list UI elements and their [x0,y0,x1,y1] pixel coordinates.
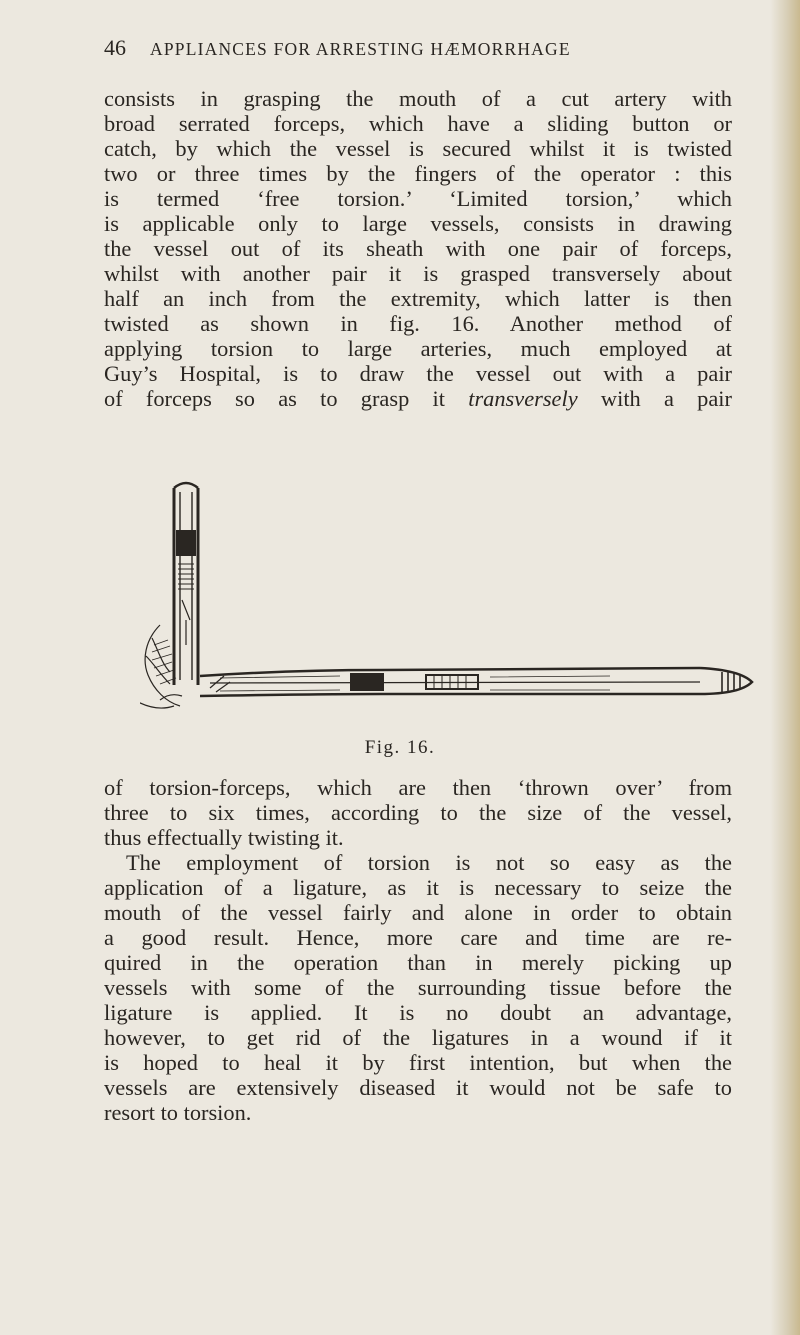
text-line: resort to torsion. [104,1100,252,1125]
torsion-forceps-illustration [140,470,780,720]
text-line: is hoped to heal it by first intention, but when the [104,1050,732,1075]
horizontal-forceps-shading [220,676,610,691]
paragraph-1 [104,86,732,411]
figure-16-illustration [140,470,780,720]
text-line: quired in the operation than in merely picking up [104,950,732,975]
text-line: a good result. Hence, more care and time are re- [104,925,732,950]
text-line: is termed ‘free torsion.’ ‘Limited torsion,’ which [104,186,732,211]
text-run: with a pair [577,386,732,411]
text-line: two or three times by the fingers of the operator : this [104,161,732,186]
text-line: whilst with another pair it is grasped transversely about [104,261,732,286]
text-line: The employment of torsion is not so easy as the [126,850,732,875]
vertical-forceps-top [174,483,198,488]
text-line: vessels are extensively diseased it would not be safe to [104,1075,732,1100]
text-run: of forceps so as to grasp it [104,386,469,411]
text-line: Guy’s Hospital, is to draw the vessel out with a pair [104,361,732,386]
page-number: 46 [104,35,126,60]
horizontal-forceps-inner-line [210,682,700,683]
text-line: mouth of the vessel fairly and alone in order to obtain [104,900,732,925]
text-line: broad serrated forceps, which have a sliding button or [104,111,732,136]
paragraph-3 [104,850,732,1125]
text-line: three to six times, according to the size of the vessel, [104,800,732,825]
horizontal-forceps-handle-end [700,668,752,694]
horizontal-forceps-catch [350,673,384,691]
paragraph-2 [104,775,732,850]
horizontal-forceps-lower-blade [200,694,700,696]
text-line: vessels with some of the surrounding tissue before the [104,975,732,1000]
vertical-forceps-inner-blade [180,492,192,680]
text-line: applying torsion to large arteries, much employed at [104,336,732,361]
vessel-end-sketch [140,676,230,708]
vertical-forceps-slide-catch [176,530,196,556]
text-line: twisted as shown in fig. 16. Another method of [104,311,732,336]
running-header [104,34,724,62]
text-line: application of a ligature, as it is necessary to seize the [104,875,732,900]
emphasized-word: transversely [468,386,578,411]
vertical-forceps-hinge-lines [182,600,190,645]
text-line: half an inch from the extremity, which latter is then [104,286,732,311]
text-line: thus effectually twisting it. [104,825,344,850]
text-line: of torsion-forceps, which are then ‘thrown over’ from [104,775,732,800]
text-line: is applicable only to large vessels, consists in drawing [104,211,732,236]
text-line-with-emphasis [104,386,732,411]
running-title: APPLIANCES FOR ARRESTING HÆMORRHAGE [150,39,571,59]
figure-caption: Fig. 16. [364,737,436,758]
text-line: ligature is applied. It is no doubt an advantage, [104,1000,732,1025]
text-line: the vessel out of its sheath with one pair of forceps, [104,236,732,261]
text-line: however, to get rid of the ligatures in a wound if it [104,1025,732,1050]
text-line: catch, by which the vessel is secured whilst it is twisted [104,136,732,161]
text-line: consists in grasping the mouth of a cut artery with [104,86,732,111]
